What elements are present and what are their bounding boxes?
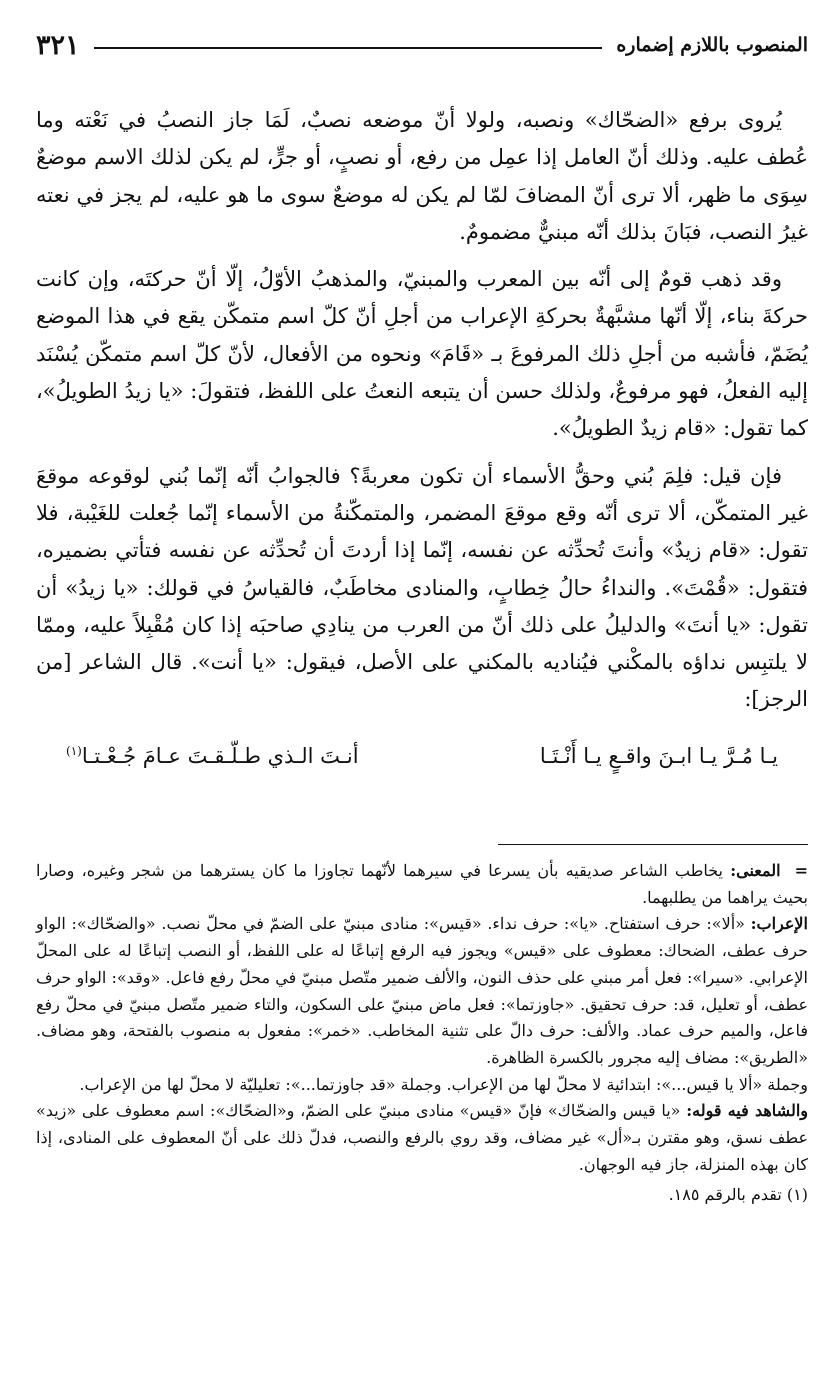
- body-paragraph: فإن قيل: فلِمَ بُني وحقُّ الأسماء أن تكون معربةً؟ فالجوابُ أنّه إنّما بُني لوقوعه موقعَ غير المتمكّن، ألا ترى أنّه وقع موقعَ المضمر، والمتمكّنةُ من الأسماء إنّما جُعلت للغَيْبة، فلا تقول: «قام زيدٌ» وأنتَ تُحدِّثه عن نفسه، إنّما إذا أردتَ أن تُحدِّثه عن نفسه فتأتي بضميره، فتقول: «قُمْتَ». والنداءُ حالُ خِطابٍ، والمنادى مخاطَبٌ، فالقياسُ في قولك: «يا زيدُ» أن تقول: «يا أنتَ» والدليلُ على ذلك أنّ من العرب من ينادِي صاحبَه إذا كان مُقْبِلاً عليه، وممّا لا يلتبِس نداؤه بالمكْني فيُناديه بالمكني على الأصل، فيقول: «يا أنت». قال الشاعر [من الرجز]:: [36, 463, 809, 712]
- footnote-reference: (١): [66, 743, 82, 758]
- meaning-text: يخاطب الشاعر صديقيه بأن يسرعا في سيرهما لأنّهما تجاوزا ما كان يسترهما من شجر وغيره، وصارا بحيث يراهما من يطلبهما.: [36, 861, 808, 907]
- irab-note: [36, 911, 808, 1071]
- irab-label: الإعراب:: [750, 914, 808, 934]
- meaning-note: [36, 858, 808, 911]
- sentences-note: وجملة «ألا يا قيس...»: ابتدائية لا محلّ لها من الإعراب. وجملة «قد جاوزتما...»: تعليليّة لا محلّ لها من الإعراب.: [79, 1074, 808, 1094]
- verse-first-hemistich: يـا مُـرَّ يـا ابـنَ واقـعٍ يـا أَنْـتَـا: [539, 743, 778, 768]
- meaning-label: المعنى:: [730, 861, 781, 880]
- running-title: المنصوب باللازم إضماره: [616, 34, 808, 56]
- header-rule: [94, 47, 603, 49]
- book-page: [36, 22, 808, 1362]
- footnotes: [36, 858, 808, 1209]
- main-text: [36, 102, 808, 776]
- page-number: ٣٢١: [36, 29, 80, 61]
- body-paragraph: يُروى برفع «الضحّاك» ونصبه، ولولا أنّ موضعه نصبٌ، لَمَا جاز النصبُ في نَعْته وما عُطف عليه. وذلك أنّ العامل إذا عمِل من رفع، أو نصبٍ، أو جرٍّ، لم يكن لذلك الاسم موضعٌ سِوَى ما ظهر، ألا ترى أنّ المضافَ لمّا لم يكن له موضعٌ سوى ما هو عليه، لم يجز في نعته غيرُ النصب، فبَانَ بذلك أنّه مبنيٌّ مضمومٌ.: [36, 108, 808, 244]
- poetry-verse: [36, 729, 808, 776]
- shahid-text: «يا قيس والضحّاك» فإنّ «قيس» منادى مبنيّ على الضمّ، و«الضحّاك»: اسم معطوف على «زيد» عطف نسق، وهو مقترن بـ«أل» غير مضاف، وقد روي بالرفع والنصب، فدلّ ذلك على أنّ المعطوف على المنادى، إذا كان بهذه المنزلة، جاز فيه الوجهان.: [36, 1101, 808, 1174]
- shahid-note: [36, 1098, 808, 1178]
- verse-second-hemistich: أنـتَ الـذي طـلّـقـتَ عـامَ جُـعْـتـا$^{(١)}$: [66, 743, 359, 768]
- footnote-number: (١): [786, 1185, 808, 1205]
- footnote-1: [36, 1182, 808, 1209]
- body-paragraph: وقد ذهب قومٌ إلى أنّه بين المعرب والمبنيّ، والمذهبُ الأوّلُ، إلّا أنّ حركتَه، وإن كانت حركةَ بناء، إلّا أنّها مشبَّهةٌ بحركةِ الإعراب من أجلِ أنّ كلّ اسم متمكّن يقع في هذا الموضع يُضَمّ، فأشبه من أجلِ ذلك المرفوعَ بـ «قَامَ» ونحوه من الأفعال، لأنّ كلّ اسم متمكّن يُسْنَد إليه الفعلُ، فهو مرفوعٌ، ولذلك حسن أن يتبعه النعتُ على اللفظ، فتقولَ: «يا زيدُ الطويلُ»، كما تقول: «قام زيدٌ الطويلُ».: [36, 267, 808, 441]
- shahid-label: والشاهد فيه قوله:: [686, 1101, 809, 1121]
- continuation-mark: =: [794, 861, 808, 880]
- footnote-text: تقدم بالرقم ١٨٥.: [668, 1185, 782, 1205]
- footnote-separator: [498, 844, 808, 845]
- irab-text: «ألا»: حرف استفتاح. «يا»: حرف نداء. «قيس»: منادى مبنيّ على الضمّ في محلّ نصب. «والضحّاك»: الواو حرف عطف، الضحاك: معطوف على «قيس» ويجوز فيه الرفع إتباعًا له على اللفظ، أو النصب إتباعًا له على المحلّ الإعرابي. «سيرا»: فعل أمر مبني على حذف النون، والألف ضمير متّصل مبنيّ في محلّ رفع فاعل. «وقد»: الواو حرف عطف، أو تعليل، قد: حرف تحقيق. «جاوزتما»: فعل ماض مبنيّ على السكون، والتاء ضمير متّصل مبنيّ في محلّ رفع فاعل، والميم حرف عماد. والألف: حرف دالّ على تثنية المخاطب. «خمر»: مفعول به منصوب بالفتحة، وهو مضاف. «الطريق»: مضاف إليه مجرور بالكسرة الظاهرة.: [36, 914, 808, 1067]
- page-header: [36, 22, 808, 68]
